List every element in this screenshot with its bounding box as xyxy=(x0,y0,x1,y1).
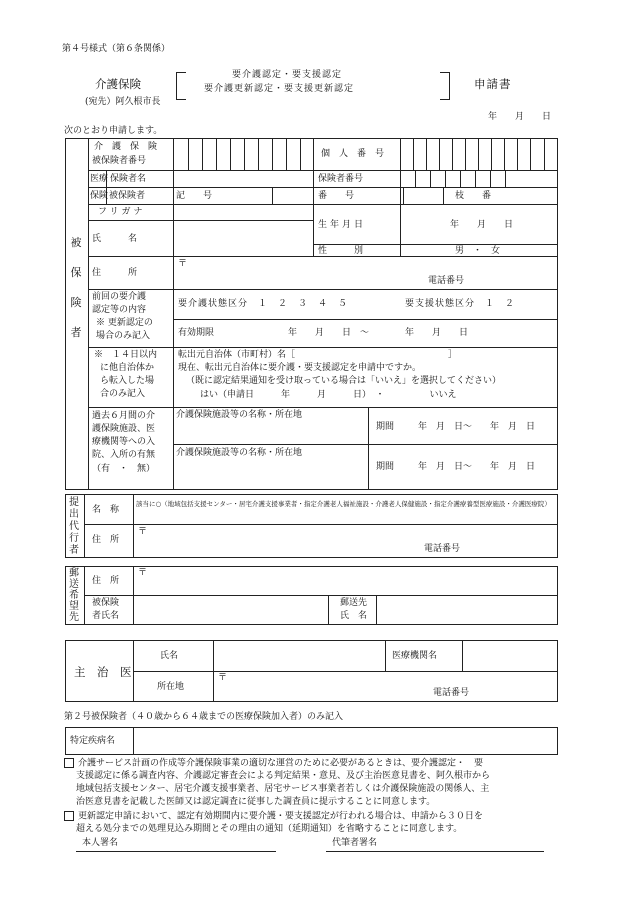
transfer-note: （既に認定結果通知を受け取っている場合は「いいえ」を選択してください） xyxy=(186,376,502,386)
transfer-label-2: に他自治体か xyxy=(100,363,155,373)
mail-postal-mark: 〒 xyxy=(138,568,148,578)
facility-label-1: 過去６月間の介 xyxy=(92,411,156,421)
application-date: 年 月 日 xyxy=(488,112,552,122)
personal-number-input[interactable] xyxy=(401,139,557,169)
name-label: 氏 名 xyxy=(92,234,138,244)
hoken-label: 保険 xyxy=(90,191,109,201)
transfer-yes-no[interactable]: はい（申請日 年 月 日） ・ いいえ xyxy=(200,390,457,400)
phone-label: 電話番号 xyxy=(428,276,465,286)
addressee: (宛先）阿久根市長 xyxy=(85,97,161,107)
facility-label-4: 院、入所の有無 xyxy=(92,450,156,460)
iryo-insurer-name-label: 保険者名 xyxy=(110,174,147,184)
insured-number-label-1: 介 護 保 険 xyxy=(94,142,158,152)
transfer-label-3: ら転入した場 xyxy=(100,376,155,386)
mail-insured-name-input[interactable] xyxy=(134,596,327,624)
second-insured-heading: 第２号被保険者（４０歳から６４歳までの医療保険加入者）のみ記入 xyxy=(64,712,344,722)
address-input[interactable] xyxy=(190,258,550,287)
edaban-label: 枝 番 xyxy=(455,191,492,201)
disease-label: 特定疾病名 xyxy=(70,736,116,746)
consent-1-line-2: 支援認定に係る調査内容、介護認定審査会による判定結果・意見、及び主治医意見書を、阿久根市から xyxy=(76,771,491,781)
left-bracket xyxy=(176,72,186,100)
address-label: 住 所 xyxy=(92,268,138,278)
consent-1-checkbox[interactable] xyxy=(64,758,74,768)
valid-period-label: 有効期限 xyxy=(178,328,215,338)
mail-address-label: 住 所 xyxy=(92,576,120,586)
doctor-phone-label: 電話番号 xyxy=(433,688,470,698)
doctor-postal-mark: 〒 xyxy=(218,673,228,683)
prev-label-1: 前回の要介護 xyxy=(92,292,147,302)
insurer-number-input[interactable] xyxy=(401,171,557,186)
mail-dest-label-1: 郵送先 xyxy=(340,598,368,608)
agent-address-input[interactable] xyxy=(150,526,550,556)
mail-insured-label-2: 者氏名 xyxy=(92,611,120,621)
prev-label-2: 認定等の内容 xyxy=(92,305,147,315)
mail-insured-label-1: 被保険 xyxy=(92,598,120,608)
care-level-options[interactable]: 要介護状態区分 １ ２ ３ ４ ５ xyxy=(178,299,349,309)
personal-number-label: 個 人 番 号 xyxy=(321,149,385,159)
consent-2-checkbox[interactable] xyxy=(64,811,74,821)
agent-side-label: 提出代行者 xyxy=(69,497,79,556)
mail-dest-name-input[interactable] xyxy=(377,596,557,624)
transfer-question: 現在、転出元自治体に要介護・要支援認定を申請中ですか。 xyxy=(178,363,422,373)
title-line-1: 要介護認定・要支援認定 xyxy=(232,70,343,80)
sex-label: 性 別 xyxy=(318,246,364,256)
transfer-label-4: 合のみ記入 xyxy=(100,389,146,399)
consent-2-line-2: 超える処分までの処理見込み期間とその理由の通知（延期通知）を省略することに同意します。 xyxy=(76,824,463,834)
intro-text: 次のとおり申請します。 xyxy=(64,126,163,136)
insured-number-input[interactable] xyxy=(174,139,312,169)
consent-1-line-3: 地域包括支援センター、居宅介護支援事業者、居宅サービス事業者若しくは介護保険施設の関係人、主 xyxy=(76,784,490,794)
agent-postal-mark: 〒 xyxy=(138,527,148,537)
doctor-institution-label: 医療機関名 xyxy=(392,651,438,661)
doctor-name-label: 氏名 xyxy=(160,651,179,661)
self-signature-line[interactable] xyxy=(76,851,276,852)
right-bracket xyxy=(440,72,450,100)
consent-1 xyxy=(64,758,483,769)
doctor-institution-input[interactable] xyxy=(463,641,557,670)
agent-phone-label: 電話番号 xyxy=(424,544,461,554)
name-input[interactable] xyxy=(174,221,312,255)
postal-mark: 〒 xyxy=(178,259,188,269)
doctor-location-input[interactable] xyxy=(230,672,550,701)
consent-1-line-4: 治医意見書を記載した医師又は認定調査に従事した調査員に提示することに同意します。 xyxy=(76,797,436,807)
support-level-options[interactable]: 要支援状態区分 １ ２ xyxy=(405,299,516,309)
agent-type-options[interactable]: 該当に○（地域包括支援センター・居宅介護支援事業者・指定介護老人福祉施設・介護老人保健施設・指定介護療養型医療施設・介護医療院） xyxy=(136,500,551,508)
consent-2-line-1: 更新認定申請において、認定有効期間内に要介護・要支援認定が行われる場合は、申請から３０日を xyxy=(78,811,483,822)
kigo-label: 記 号 xyxy=(176,191,213,201)
prev-label-3: ※ 更新認定の xyxy=(96,318,153,328)
insurer-name-input[interactable] xyxy=(174,171,312,186)
transfer-municipality[interactable]: 転出元自治体（市町村）名［ ］ xyxy=(178,350,458,360)
furigana-label: フリガナ xyxy=(98,207,146,217)
doctor-location-label: 所在地 xyxy=(157,682,185,692)
proxy-signature-label: 代筆者署名 xyxy=(332,838,378,848)
prev-label-4: 場合のみ記入 xyxy=(96,331,151,341)
consent-1-line-1: 介護サービス計画の作成等介護保険事業の適切な運営のために必要があるときは、要介護認定・ 要 xyxy=(78,758,484,769)
transfer-label-1: ※ １４日以内 xyxy=(94,350,158,360)
doctor-label: 主 治 医 xyxy=(74,665,132,679)
consent-2 xyxy=(64,811,483,822)
proxy-signature-line[interactable] xyxy=(326,851,544,852)
birth-label: 生年月日 xyxy=(318,220,367,230)
period-label-2: 期間 xyxy=(376,462,395,472)
facility-label-5[interactable]: （有 ・ 無） xyxy=(92,464,156,474)
facility-name-1: 介護保険施設等の名称・所在地 xyxy=(176,410,303,420)
facility-name-2: 介護保険施設等の名称・所在地 xyxy=(176,448,303,458)
disease-input[interactable] xyxy=(134,728,557,754)
self-signature-label: 本人署名 xyxy=(82,838,119,848)
insured-number-label-2: 被保険者番号 xyxy=(92,156,147,166)
birth-value: 年 月 日 xyxy=(450,220,514,230)
insured-side-label: 被保険者 xyxy=(70,236,82,339)
doctor-name-input[interactable] xyxy=(214,641,384,670)
period-value-1: 年 月 日～ 年 月 日 xyxy=(418,422,536,432)
agent-name-label: 名 称 xyxy=(92,505,120,515)
facility-label-2: 護保険施設、医 xyxy=(92,424,156,434)
hihokensha-label: 被保険者 xyxy=(109,191,146,201)
period-value-2: 年 月 日～ 年 月 日 xyxy=(418,462,536,472)
mail-side-label: 郵送希望先 xyxy=(69,568,79,623)
valid-period-value: 年 月 日 ～ 年 月 日 xyxy=(288,328,469,338)
form-number: 第４号様式（第６条関係） xyxy=(62,44,171,54)
iryo-label: 医療 xyxy=(90,174,109,184)
insurer-number-label: 保険者番号 xyxy=(318,174,364,184)
period-label-1: 期間 xyxy=(376,422,395,432)
sex-value[interactable]: 男 ・ 女 xyxy=(455,246,501,256)
furigana-input[interactable] xyxy=(174,205,312,219)
title-line-2: 要介護更新認定・要支援更新認定 xyxy=(204,84,355,94)
mail-address-input[interactable] xyxy=(150,567,550,594)
mail-dest-label-2: 氏 名 xyxy=(340,611,368,621)
agent-address-label: 住 所 xyxy=(92,535,120,545)
shinseisho-label: 申請書 xyxy=(474,77,512,91)
kaigo-hoken-label: 介護保険 xyxy=(95,77,141,91)
facility-label-3: 療機関等への入 xyxy=(92,437,156,447)
bango-label: 番 号 xyxy=(318,191,355,201)
